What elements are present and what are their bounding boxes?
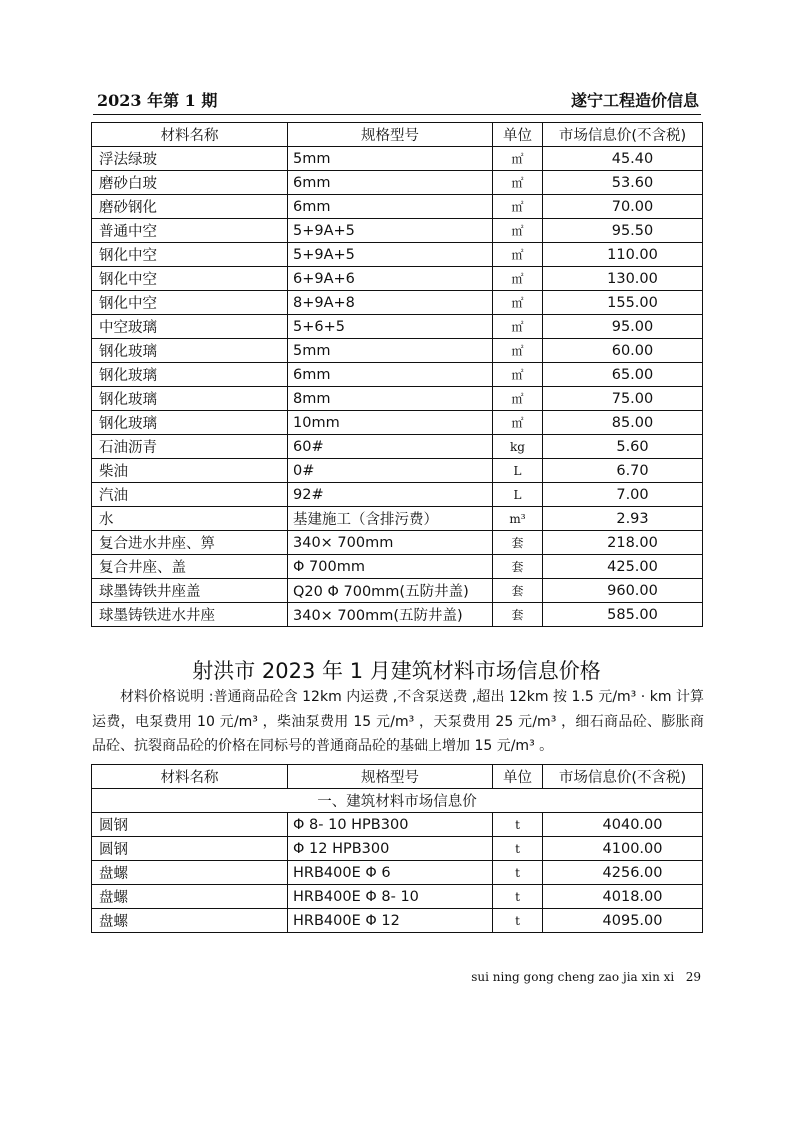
cell-material-name: 钢化中空 <box>92 243 288 267</box>
cell-material-name: 磨砂钢化 <box>92 195 288 219</box>
cell-spec: 5+9A+5 <box>288 243 493 267</box>
cell-unit: t <box>493 909 543 933</box>
cell-price: 7.00 <box>543 483 703 507</box>
column-header-name: 材料名称 <box>92 765 288 789</box>
cell-spec: Φ 700mm <box>288 555 493 579</box>
cell-unit: 套 <box>493 555 543 579</box>
cell-price: 53.60 <box>543 171 703 195</box>
cell-spec: 340× 700mm(五防井盖) <box>288 603 493 627</box>
cell-material-name: 盘螺 <box>92 861 288 885</box>
cell-price: 4095.00 <box>543 909 703 933</box>
cell-material-name: 水 <box>92 507 288 531</box>
cell-price: 65.00 <box>543 363 703 387</box>
page-footer <box>471 970 701 984</box>
cell-unit: t <box>493 885 543 909</box>
cell-unit: ㎡ <box>493 195 543 219</box>
column-header-price: 市场信息价(不含税) <box>543 123 703 147</box>
cell-unit: 套 <box>493 579 543 603</box>
cell-spec: Φ 8- 10 HPB300 <box>288 813 493 837</box>
cell-spec: HRB400E Φ 6 <box>288 861 493 885</box>
cell-price: 2.93 <box>543 507 703 531</box>
cell-unit: m³ <box>493 507 543 531</box>
cell-price: 960.00 <box>543 579 703 603</box>
cell-material-name: 浮法绿玻 <box>92 147 288 171</box>
table-header-row <box>92 765 703 789</box>
issue-label: 2023 年第 1 期 <box>97 91 218 110</box>
cell-unit: kg <box>493 435 543 459</box>
cell-price: 4256.00 <box>543 861 703 885</box>
cell-price: 218.00 <box>543 531 703 555</box>
table-row <box>92 267 703 291</box>
cell-unit: t <box>493 861 543 885</box>
glass-materials-price-table <box>91 122 703 627</box>
cell-price: 60.00 <box>543 339 703 363</box>
cell-material-name: 钢化中空 <box>92 267 288 291</box>
page-header <box>93 84 701 115</box>
cell-spec: HRB400E Φ 12 <box>288 909 493 933</box>
table-row <box>92 387 703 411</box>
table-row <box>92 579 703 603</box>
cell-spec: Φ 12 HPB300 <box>288 837 493 861</box>
table-header-row <box>92 123 703 147</box>
price-description: 材料价格说明 :普通商品砼含 12km 内运费 ,不含泵送费 ,超出 12km 按 1.5 元/m³ · km 计算运费，电泵费用 10 元/m³ ，柴油泵费用 15 元/m³ ，天泵费用 25 元/m³ ，细石商品砼、膨胀商品砼、抗裂商品砼的价格在同标号的普通商品砼的基础上增加 15 元/m³ 。 <box>92 689 704 754</box>
table-row <box>92 195 703 219</box>
cell-spec: 5+9A+5 <box>288 219 493 243</box>
column-header-price: 市场信息价(不含税) <box>543 765 703 789</box>
cell-material-name: 盘螺 <box>92 909 288 933</box>
cell-unit: ㎡ <box>493 363 543 387</box>
cell-material-name: 盘螺 <box>92 885 288 909</box>
cell-price: 155.00 <box>543 291 703 315</box>
cell-price: 4040.00 <box>543 813 703 837</box>
cell-material-name: 复合井座、盖 <box>92 555 288 579</box>
cell-price: 75.00 <box>543 387 703 411</box>
cell-price: 4018.00 <box>543 885 703 909</box>
cell-spec: 92# <box>288 483 493 507</box>
column-header-spec: 规格型号 <box>288 765 493 789</box>
cell-price: 585.00 <box>543 603 703 627</box>
cell-spec: 5mm <box>288 339 493 363</box>
cell-spec: 5+6+5 <box>288 315 493 339</box>
footer-pinyin: sui ning gong cheng zao jia xin xi <box>471 970 675 984</box>
table-row <box>92 483 703 507</box>
cell-spec: 340× 700mm <box>288 531 493 555</box>
table-row <box>92 459 703 483</box>
cell-unit: ㎡ <box>493 411 543 435</box>
cell-price: 70.00 <box>543 195 703 219</box>
cell-price: 110.00 <box>543 243 703 267</box>
cell-price: 85.00 <box>543 411 703 435</box>
cell-spec: 10mm <box>288 411 493 435</box>
table-row <box>92 555 703 579</box>
cell-unit: L <box>493 459 543 483</box>
table-row <box>92 507 703 531</box>
cell-material-name: 钢化玻璃 <box>92 363 288 387</box>
cell-spec: HRB400E Φ 8- 10 <box>288 885 493 909</box>
cell-material-name: 石油沥青 <box>92 435 288 459</box>
table-body <box>92 789 703 933</box>
cell-spec: 8+9A+8 <box>288 291 493 315</box>
table-row <box>92 243 703 267</box>
column-header-unit: 单位 <box>493 765 543 789</box>
cell-material-name: 圆钢 <box>92 813 288 837</box>
cell-material-name: 复合进水井座、箅 <box>92 531 288 555</box>
cell-material-name: 圆钢 <box>92 837 288 861</box>
cell-price: 425.00 <box>543 555 703 579</box>
table-body <box>92 147 703 627</box>
page-number: 29 <box>685 970 701 984</box>
table-row <box>92 171 703 195</box>
cell-material-name: 钢化玻璃 <box>92 387 288 411</box>
table-row <box>92 219 703 243</box>
cell-spec: 基建施工（含排污费） <box>288 507 493 531</box>
section-row-label: 一、建筑材料市场信息价 <box>92 789 703 813</box>
column-header-unit: 单位 <box>493 123 543 147</box>
cell-unit: t <box>493 837 543 861</box>
cell-unit: ㎡ <box>493 315 543 339</box>
cell-unit: ㎡ <box>493 243 543 267</box>
table-row <box>92 147 703 171</box>
section-row <box>92 789 703 813</box>
cell-price: 95.50 <box>543 219 703 243</box>
cell-spec: 8mm <box>288 387 493 411</box>
cell-price: 6.70 <box>543 459 703 483</box>
cell-price: 5.60 <box>543 435 703 459</box>
cell-material-name: 球墨铸铁井座盖 <box>92 579 288 603</box>
cell-material-name: 柴油 <box>92 459 288 483</box>
table-row <box>92 813 703 837</box>
cell-unit: 套 <box>493 531 543 555</box>
cell-spec: 6mm <box>288 363 493 387</box>
cell-material-name: 钢化玻璃 <box>92 339 288 363</box>
cell-material-name: 钢化中空 <box>92 291 288 315</box>
cell-unit: ㎡ <box>493 267 543 291</box>
cell-unit: 套 <box>493 603 543 627</box>
cell-material-name: 磨砂白玻 <box>92 171 288 195</box>
cell-unit: L <box>493 483 543 507</box>
cell-material-name: 钢化玻璃 <box>92 411 288 435</box>
cell-material-name: 汽油 <box>92 483 288 507</box>
publication-title: 遂宁工程造价信息 <box>570 91 699 110</box>
table-row <box>92 885 703 909</box>
cell-material-name: 中空玻璃 <box>92 315 288 339</box>
cell-unit: ㎡ <box>493 219 543 243</box>
cell-price: 95.00 <box>543 315 703 339</box>
cell-spec: Q20 Φ 700mm(五防井盖) <box>288 579 493 603</box>
cell-price: 130.00 <box>543 267 703 291</box>
column-header-name: 材料名称 <box>92 123 288 147</box>
cell-spec: 6+9A+6 <box>288 267 493 291</box>
table-row <box>92 861 703 885</box>
cell-unit: ㎡ <box>493 339 543 363</box>
cell-spec: 60# <box>288 435 493 459</box>
table-row <box>92 291 703 315</box>
cell-material-name: 球墨铸铁进水井座 <box>92 603 288 627</box>
cell-spec: 6mm <box>288 195 493 219</box>
cell-unit: ㎡ <box>493 387 543 411</box>
cell-price: 45.40 <box>543 147 703 171</box>
table-row <box>92 363 703 387</box>
cell-price: 4100.00 <box>543 837 703 861</box>
table-row <box>92 315 703 339</box>
cell-material-name: 普通中空 <box>92 219 288 243</box>
steel-materials-price-table <box>91 764 703 933</box>
cell-unit: t <box>493 813 543 837</box>
table-row <box>92 339 703 363</box>
cell-unit: ㎡ <box>493 147 543 171</box>
cell-spec: 0# <box>288 459 493 483</box>
table-row <box>92 531 703 555</box>
cell-spec: 5mm <box>288 147 493 171</box>
cell-spec: 6mm <box>288 171 493 195</box>
section-title: 射洪市 2023 年 1 月建筑材料市场信息价格 <box>192 659 601 683</box>
cell-unit: ㎡ <box>493 291 543 315</box>
cell-unit: ㎡ <box>493 171 543 195</box>
table-row <box>92 411 703 435</box>
table-row <box>92 837 703 861</box>
column-header-spec: 规格型号 <box>288 123 493 147</box>
table-row <box>92 603 703 627</box>
table-row <box>92 435 703 459</box>
table-row <box>92 909 703 933</box>
